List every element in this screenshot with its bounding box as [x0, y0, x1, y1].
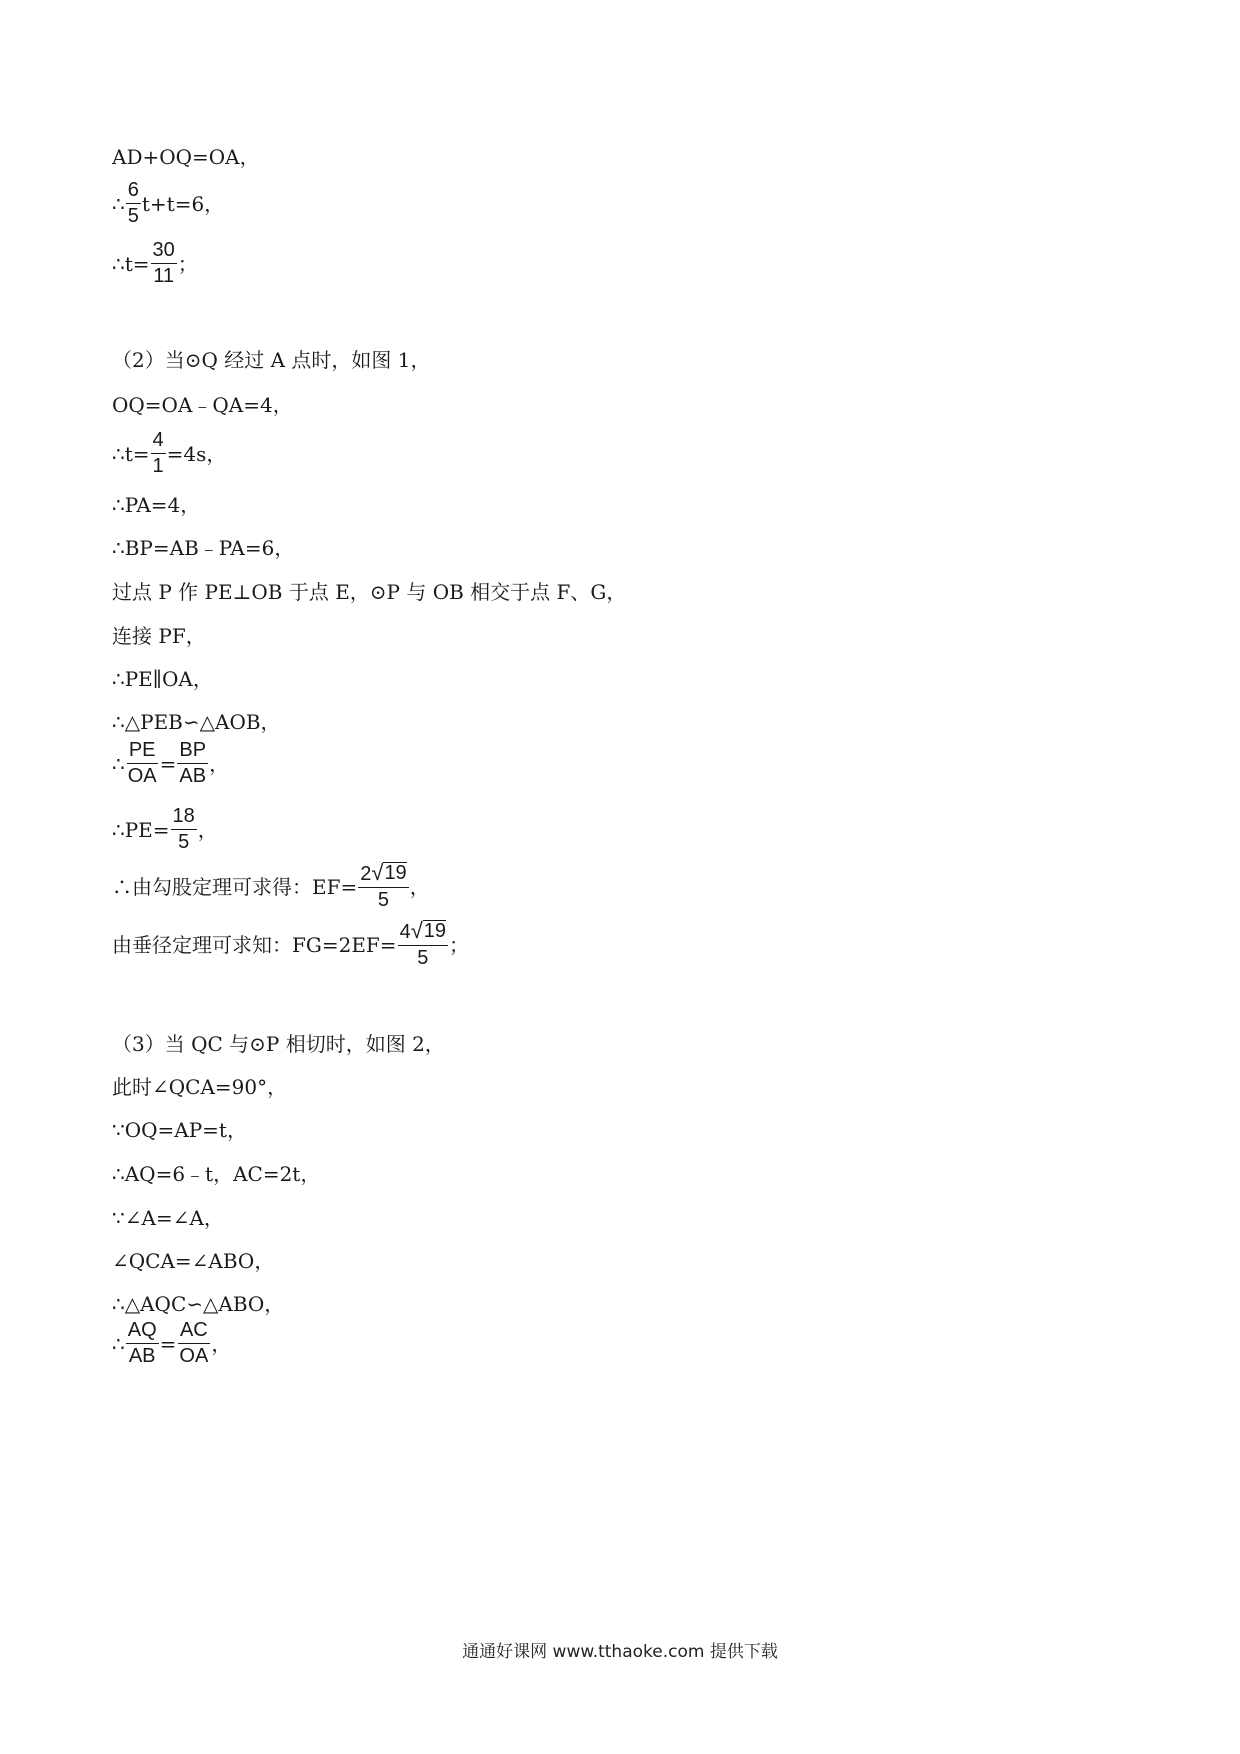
solution-line-6: ∴t= $\frac{4}{1}$ =4s， — [112, 429, 227, 477]
solution-line-7: ∴PA=4， — [112, 493, 201, 517]
solution-line-5: OQ=OA﹣QA=4， — [112, 393, 293, 417]
fraction: $\frac{30}{11}$ — [152, 239, 175, 287]
fraction: $\frac{6}{5}$ — [127, 179, 139, 227]
solution-line-19: ∵OQ=AP=t， — [112, 1118, 247, 1142]
solution-line-12: ∴△PEB∽△AOB， — [112, 710, 281, 734]
solution-line-11: ∴PE∥OA， — [112, 667, 213, 691]
solution-line-21: ∵∠A=∠A， — [112, 1206, 224, 1230]
solution-line-8: ∴BP=AB﹣PA=6， — [112, 536, 295, 560]
solution-line-22: ∠QCA=∠ABO， — [112, 1249, 275, 1273]
fraction: $\frac{AC}{OA}$ — [179, 1319, 209, 1367]
fraction: 4 √ 19 5 — [399, 918, 447, 969]
solution-line-23: ∴△AQC∽△ABO， — [112, 1292, 285, 1316]
fraction: $\frac{AQ}{AB}$ — [127, 1319, 157, 1367]
solution-line-20: ∴AQ=6﹣t，AC=2t， — [112, 1162, 321, 1186]
part-3-heading: （3）当 QC 与⊙P 相切时，如图 2， — [112, 1032, 445, 1056]
fraction: $\frac{18}{5}$ — [172, 805, 195, 853]
page-footer: 通通好课网 www.tthaoke.com 提供下载 — [462, 1642, 778, 1662]
solution-line-16: 由垂径定理可求知：FG=2EF= 4 √ 19 5 ； — [112, 918, 470, 969]
square-root: √ 19 — [371, 860, 407, 885]
solution-line-3: ∴t= $\frac{30}{11}$ ； — [112, 239, 198, 287]
fraction: $\frac{4}{1}$ — [152, 429, 164, 477]
solution-line-14: ∴PE= $\frac{18}{5}$ ， — [112, 805, 218, 853]
solution-line-24: ∴ $\frac{AQ}{AB}$ = $\frac{AC}{OA}$ ， — [112, 1319, 232, 1367]
solution-line-15: ∴由勾股定理可求得：EF= 2 √ 19 5 ， — [112, 860, 430, 911]
square-root: √ 19 — [410, 918, 447, 943]
solution-line-10: 连接 PF， — [112, 624, 206, 648]
fraction: $\frac{PE}{OA}$ — [127, 739, 157, 787]
solution-line-18: 此时∠QCA=90°， — [112, 1075, 288, 1099]
solution-line-1: AD+OQ=OA， — [112, 145, 260, 169]
solution-line-2: ∴ $\frac{6}{5}$ t+t=6， — [112, 179, 225, 227]
fraction: $\frac{BP}{AB}$ — [179, 739, 207, 787]
part-2-heading: （2）当⊙Q 经过 A 点时，如图 1， — [112, 348, 431, 372]
solution-line-13: ∴ $\frac{PE}{OA}$ = $\frac{BP}{AB}$ ， — [112, 739, 230, 787]
fraction: 2 √ 19 5 — [360, 860, 407, 911]
solution-line-9: 过点 P 作 PE⊥OB 于点 E，⊙P 与 OB 相交于点 F、G， — [112, 580, 627, 604]
